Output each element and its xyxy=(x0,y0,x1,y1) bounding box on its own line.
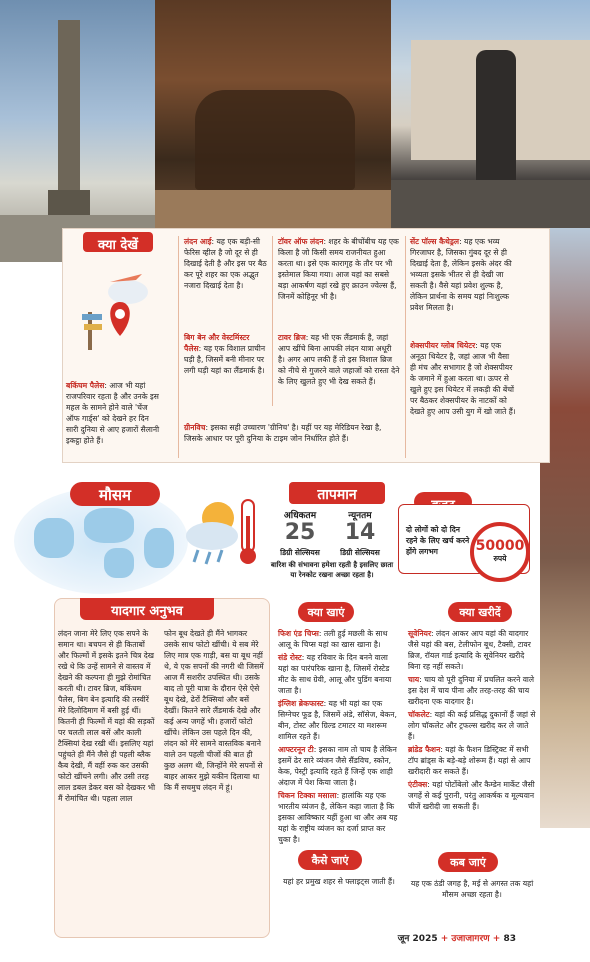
weather-icon xyxy=(184,494,264,568)
go-text: यहां हर प्रमुख शहर से फ्लाइट्स जाती हैं। xyxy=(283,877,395,886)
eat-item-label: चिकन टिक्का मसाला xyxy=(278,791,337,800)
continent-shape xyxy=(144,528,174,568)
london-eye-item xyxy=(184,236,268,291)
memories-col-1: लंदन जाना मेरे लिए एक सपने के समान था। बचपन से ही किताबों और फिल्मों में इसके इतने चित्र देख रखे थे कि उन्हें सामने से वास्तव में देखने की कल्पना ही मुझे रोमांचित करती थी। टावर ब्रिज, बकिंघम पैलेस, बिग बेन इत्यादि की तस्वीरें मेरे दिलोदिमाग में बसी हुई थीं। कितनी ही फिल्मों में यहां की सड़कों पर चलती लाल बसें और काली टैक्सियां देख रखी थीं। इसलिए यहां पहुंचते ही मैंने जैसे ही पहली ब्लैक कैब देखी, मैं वहीं रुक कर उसकी फोटो खींचने लगी। और उसी तरह लाल डबल डेकर बस को देखकर भी मैं रोमांचित थी। पहला लाल xyxy=(58,629,156,803)
eat-item xyxy=(278,628,400,650)
footer-brand: उजाजागरण xyxy=(451,934,490,944)
budget-amount: 50000 xyxy=(475,538,525,554)
nelsons-column-photo xyxy=(0,0,155,262)
temp-min-unit: डिग्री सेल्सियस xyxy=(340,548,380,557)
greenwich-text: : इसका सही उच्चारण 'ग्रीनिच' है। यहीं पर यह मेरिडियन रेखा है, जिसके आधार पर पूरी दुनिया के टाइम जोन निर्धारित होते हैं। xyxy=(184,423,382,443)
buy-item xyxy=(408,744,536,777)
buy-item-text: : यहां पोर्टोबेलो और कैम्डेन मार्केट जैसी जगहें से कई पुरानी, परंतु आकर्षक व मूल्यवान चीजें खरीदी जा सकती हैं। xyxy=(408,780,535,811)
see-heading: क्या देखें xyxy=(83,232,153,252)
eat-item-text: : तली हुई मछली के साथ आलू के चिप्स यहां का खास खाना है। xyxy=(278,629,388,649)
buy-item-label: ब्रांडेड फैशन xyxy=(408,745,441,754)
eat-heading: क्या खाएं xyxy=(298,602,354,622)
big-ben-text: : यह एक विशाल प्राचीन घड़ी है, जिसमें बनी मीनार पर लगी घड़ी यहां का लैंडमार्क है। xyxy=(184,344,266,375)
buy-heading: क्या खरीदें xyxy=(448,602,512,622)
big-ben-item xyxy=(184,332,268,376)
tower-label: टॉवर ऑफ लंदन xyxy=(278,237,324,246)
eat-item xyxy=(278,698,400,742)
eat-item-text: : इसका नाम तो चाय है लेकिन इसमें ढेर सारे व्यंजन जैसे सैंडविच, स्कोन, केक, पेस्ट्री इत्यादि रहते हैं जिन्हें एक शाही अंदाज में पेश किया जाता है। xyxy=(278,745,397,787)
tower-bridge-label: टावर ब्रिज xyxy=(278,333,306,342)
when-heading: कब जाएं xyxy=(438,852,498,872)
globe-label: शेक्सपीयर ग्लोब थियेटर xyxy=(410,341,476,350)
tower-item xyxy=(278,236,400,302)
divider-3 xyxy=(405,236,406,458)
globe-text: : यह एक अनूठा थियेटर है, जहां आज भी वैसा ही मंच और सभागार है जो शेक्सपीयर के जमाने में हुआ करता था। ऊपर से खुले हुए इस थियेटर में लकड़ी की बेंचों पर बैठकर शेक्सपीयर के नाटकों को देखते हुए आप उसी युग में खो जाते हैं। xyxy=(410,341,516,416)
eat-item-text: : यह रविवार के दिन बनने वाला यहां का पारंपरिक खाना है, जिसमें रोस्टेड मीट के साथ ग्रेवी, आलू और पुडिंग बनाया जाता है। xyxy=(278,653,392,695)
buy-item xyxy=(408,709,536,742)
eat-item-label: फिश एंड चिप्स xyxy=(278,629,319,638)
piccadilly-photo xyxy=(391,0,590,228)
temp-max-unit: डिग्री सेल्सियस xyxy=(280,548,320,557)
tower-bridge-item xyxy=(278,332,400,387)
temp-min-label: न्यूनतम xyxy=(348,511,372,521)
weather-heading: मौसम xyxy=(70,482,160,506)
eat-item xyxy=(278,790,400,845)
temperature-heading: तापमान xyxy=(289,482,385,504)
tower-bridge-text: : यह भी एक लैंडमार्क है, जहां आप खींचे बिना आपकी लंदन यात्रा अधूरी है। अगर आप लकी हैं तो इस विशाल ब्रिज को नीचे से गुजरने वाले जहाजों को रास्ता देने के लिए खुलते हुए भी देख सकते हैं। xyxy=(278,333,400,386)
temp-max-label: अधिकतम xyxy=(283,511,317,521)
budget-currency: रुपये xyxy=(493,554,507,563)
greenwich-item xyxy=(184,422,400,444)
london-eye-text: : यह एक बड़ी-सी फेरिस व्हील है जो दूर से ही दिखाई देती है और इस पर बैठ कर पूरे शहर का एक अद्भुत नजारा दिखाई देता है। xyxy=(184,237,267,290)
eat-item-label: संडे रोस्ट xyxy=(278,653,302,662)
armour-museum-photo xyxy=(155,0,391,228)
eat-item-text: : हालांकि यह एक भारतीय व्यंजन है, लेकिन कहा जाता है कि इसका आविष्कार यहीं हुआ था और अब यह यहां के राष्ट्रीय व्यंजन का दर्जा प्राप्त कर चुका है। xyxy=(278,791,398,844)
divider-2 xyxy=(272,236,273,406)
temp-note: बारिश की संभावना हमेशा रहती है इसलिए छाता या रेनकोट रखना अच्छा रहता है। xyxy=(270,561,394,579)
footer-date: जून 2025 xyxy=(397,934,438,944)
budget-coin xyxy=(470,522,530,582)
eat-item-text: : यह भी यहां का एक सिग्नेचर फूड है, जिसमें अंडे, सॉसेज, बेकन, बीन, टोस्ट और ग्रिल्ड टमाटर या मशरूम शामिल रहते हैं। xyxy=(278,699,397,741)
buy-item-text: : यहां की कई प्रसिद्ध दुकानों हैं जहां से लोग चॉकलेट और ट्रफल्स खरीद कर ले जाते हैं। xyxy=(408,710,536,741)
divider-1 xyxy=(178,236,179,458)
temp-max-value: 25 xyxy=(284,520,316,545)
buy-item-label: एंटीक्स xyxy=(408,780,428,789)
tower-text: : शहर के बीचोंबीच यह एक किला है जो किसी समय राजनीयत हुआ करता था। इसे एक कारागृह के तौर पर भी इस्तेमाल किया गया। आज यहां का सबसे बड़ा आकर्षण यहां रखे हुए क्राउन ज्वेल्स हैं, जिनमें कोहिनूर भी है। xyxy=(278,237,399,301)
buy-item xyxy=(408,628,536,672)
globe-item xyxy=(410,340,516,417)
page-footer: जून 2025 + उजाजागरण + 83 xyxy=(397,934,516,944)
fountain-statue xyxy=(476,50,516,180)
continent-shape xyxy=(84,508,134,543)
buy-item-label: सूवेनियर xyxy=(408,629,432,638)
footer-page: 83 xyxy=(503,934,516,944)
st-pauls-label: सेंट पॉल्स कैथेड्रल xyxy=(410,237,460,246)
budget-text: दो लोगों को दो दिन रहने के लिए खर्च करने होंगे लगभग xyxy=(406,525,470,556)
eat-item-label: आफ्टरनून टी xyxy=(278,745,314,754)
crowd-area xyxy=(391,180,590,228)
buckingham-text: : आज भी यहां राजपरिवार रहता है और उनके इस महल के सामने होने वाले 'चेंज ऑफ गार्ड्स' को देखने हर दिन सारी दुनिया से आए हजारों सैलानी इकट्ठा होते हैं। xyxy=(66,381,160,445)
buy-item-text: : यहां के फैशन डिस्ट्रिक्ट में सभी टॉप ब्रांड्स के बड़े-बड़े शोरूम हैं। यहां से आप खरीदारी कर सकते हैं। xyxy=(408,745,531,776)
travel-icon xyxy=(80,262,150,352)
buy-item-label: चाय xyxy=(408,675,420,684)
when-text: यह एक ठंडी जगह है, मई से अगस्त तक यहां मौसम अच्छा रहता है। xyxy=(410,879,534,899)
buy-item-label: चॉकलेट xyxy=(408,710,430,719)
eat-item-label: इंग्लिश ब्रेकफास्ट xyxy=(278,699,324,708)
temp-min-value: 14 xyxy=(344,520,376,545)
horse-armour-shapes xyxy=(195,90,355,190)
eat-list xyxy=(278,628,400,847)
buckingham-label: बकिंघम पैलेस xyxy=(66,381,105,390)
buy-item xyxy=(408,779,536,812)
buckingham-item xyxy=(66,380,162,446)
buy-list xyxy=(408,628,536,814)
st-pauls-item xyxy=(410,236,516,313)
eat-item xyxy=(278,652,400,696)
big-ben-label: बिग बेन और वेस्टमिंस्टर पैलेस xyxy=(184,333,250,353)
go-heading: कैसे जाएं xyxy=(298,850,362,870)
memories-heading: यादगार अनुभव xyxy=(80,598,214,620)
london-eye-label: लंदन आई xyxy=(184,237,212,246)
buy-item-text: : चाय वो पूरी दुनिया में प्रचलित करने वाले इस देश में चाय पीना और तरह-तरह की चाय खरीदना एक यादगार है। xyxy=(408,675,535,706)
continent-shape xyxy=(104,548,134,578)
st-pauls-text: : यह एक भव्य गिरजाघर है, जिसका गुंबद दूर से ही दिखाई देता है, लेकिन इसके अंदर की भव्यता इसके भीतर से ही देखी जा सकती है। वैसे यहां प्रवेश शुल्क है, लेकिन प्रार्थना के समय यहां निःशुल्क प्रवेश मिलता है। xyxy=(410,237,512,312)
eat-item xyxy=(278,744,400,788)
museum-floor xyxy=(155,190,391,228)
greenwich-label: ग्रीनविच xyxy=(184,423,206,432)
buy-item xyxy=(408,674,536,707)
memories-col-2: फोन बूथ देखते ही मैंने भागकर उसके साथ फोटो खींची। ये सब मेरे लिए मात्र एक गाड़ी, बस या बूथ नहीं थे, ये एक सपनों की नगरी थी जिसमें आज मैं सशरीर उपस्थित थी। उसके बाद तो पूरी यात्रा के दौरान ऐसे ऐसे बूथ देखे, ढेरों टैक्सियां और बसें देखीं। कितने सारे लैंडमार्क देखे और कई अन्य जगहें भी। हजारों फोटो खींचे। लेकिन उस पहले दिन की, लंदन को मेरे सामने वास्तविक बनाने वाले उन पहली चीजों की बात ही कुछ अलग थी, जिन्होंने मेरे सपनों से बाहर आकर मुझे यकीन दिलाया था कि मैं सचमुच लंदन में हूं। xyxy=(164,629,264,792)
continent-shape xyxy=(34,518,74,558)
buy-item-text: : लंदन आकर आप यहां की यादगार जैसे यहां की बस, टेलीफोन बूथ, टैक्सी, टावर ब्रिज, रॉयल गार्ड इत्यादि के सूवेनियर खरीदे बिना रह नहीं सकते। xyxy=(408,629,531,671)
